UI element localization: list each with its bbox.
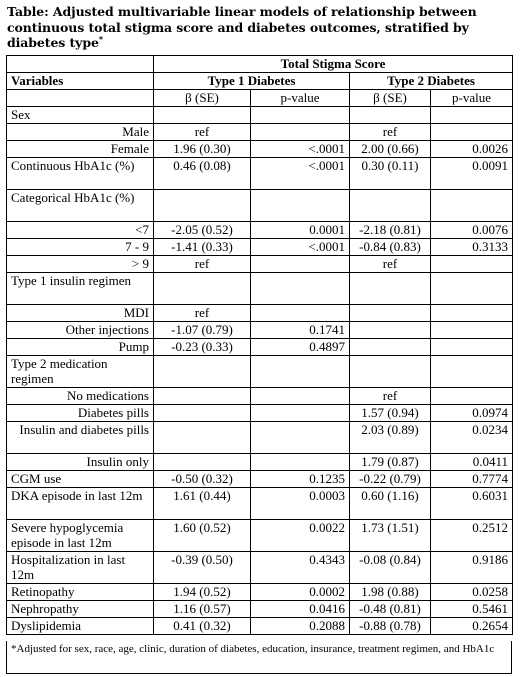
cell-t2-beta xyxy=(350,322,431,339)
row-label: > 9 xyxy=(7,256,154,273)
cell-t1-beta: 0.41 (0.32) xyxy=(154,618,251,635)
cell-t1-beta xyxy=(154,190,251,222)
cell-t2-beta xyxy=(350,190,431,222)
table-row xyxy=(7,158,513,190)
cell-t1-p: 0.0022 xyxy=(251,520,350,552)
table-row xyxy=(7,141,513,158)
results-table xyxy=(6,55,513,635)
cell-t1-beta xyxy=(154,454,251,471)
row-label: Categorical HbA1c (%) xyxy=(7,190,154,222)
cell-t2-p: 0.7774 xyxy=(431,471,513,488)
cell-t1-p: 0.2088 xyxy=(251,618,350,635)
cell-t2-p xyxy=(431,256,513,273)
cell-t2-beta: 2.00 (0.66) xyxy=(350,141,431,158)
cell-t2-beta: -0.88 (0.78) xyxy=(350,618,431,635)
cell-t1-beta: ref xyxy=(154,256,251,273)
cell-t2-beta: ref xyxy=(350,256,431,273)
cell-t2-p: 0.0974 xyxy=(431,405,513,422)
row-label: CGM use xyxy=(7,471,154,488)
cell-t1-beta xyxy=(154,388,251,405)
cell-t1-p: 0.4343 xyxy=(251,552,350,584)
cell-t2-beta: 1.98 (0.88) xyxy=(350,584,431,601)
header-blank xyxy=(7,56,154,73)
table-row xyxy=(7,190,513,222)
cell-t1-p xyxy=(251,124,350,141)
row-label: No medications xyxy=(7,388,154,405)
cell-t1-beta: 1.61 (0.44) xyxy=(154,488,251,520)
row-label: Retinopathy xyxy=(7,584,154,601)
cell-t1-beta: -2.05 (0.52) xyxy=(154,222,251,239)
header-row-total xyxy=(7,56,513,73)
table-row xyxy=(7,488,513,520)
cell-t2-p: 0.3133 xyxy=(431,239,513,256)
cell-t1-beta xyxy=(154,107,251,124)
table-row xyxy=(7,405,513,422)
cell-t2-beta: -0.22 (0.79) xyxy=(350,471,431,488)
table-row xyxy=(7,273,513,305)
cell-t2-beta: 0.30 (0.11) xyxy=(350,158,431,190)
table-row xyxy=(7,239,513,256)
row-label: Male xyxy=(7,124,154,141)
cell-t1-p: 0.0002 xyxy=(251,584,350,601)
table-footnote: *Adjusted for sex, race, age, clinic, duration of diabetes, education, insurance, treatment regimen, and HbA1c xyxy=(6,641,512,674)
cell-t1-p xyxy=(251,422,350,454)
table-caption xyxy=(7,4,512,51)
row-label: <7 xyxy=(7,222,154,239)
table-row xyxy=(7,124,513,141)
cell-t2-p xyxy=(431,107,513,124)
cell-t1-p xyxy=(251,356,350,388)
cell-t1-p xyxy=(251,388,350,405)
cell-t1-p xyxy=(251,454,350,471)
cell-t1-beta: -0.50 (0.32) xyxy=(154,471,251,488)
cell-t2-p xyxy=(431,273,513,305)
header-type2: Type 2 Diabetes xyxy=(350,73,513,90)
table-row xyxy=(7,520,513,552)
table-row xyxy=(7,552,513,584)
caption-text: Table: Adjusted multivariable linear models of relationship between continuous total stigma score and diabetes outcomes, stratified by diabetes type xyxy=(7,4,477,50)
row-label: Severe hypoglycemia episode in last 12m xyxy=(7,520,154,552)
caption-marker: * xyxy=(98,33,103,44)
cell-t2-beta: -2.18 (0.81) xyxy=(350,222,431,239)
table-row xyxy=(7,618,513,635)
cell-t1-beta: 1.96 (0.30) xyxy=(154,141,251,158)
cell-t2-beta: 1.73 (1.51) xyxy=(350,520,431,552)
cell-t2-beta: ref xyxy=(350,388,431,405)
row-label: Nephropathy xyxy=(7,601,154,618)
row-label: Diabetes pills xyxy=(7,405,154,422)
cell-t1-beta: 1.94 (0.52) xyxy=(154,584,251,601)
header-total-stigma: Total Stigma Score xyxy=(154,56,513,73)
cell-t1-p: 0.1741 xyxy=(251,322,350,339)
cell-t1-p xyxy=(251,256,350,273)
table-row xyxy=(7,322,513,339)
cell-t2-p xyxy=(431,356,513,388)
cell-t2-beta: 1.57 (0.94) xyxy=(350,405,431,422)
header-t1-beta: β (SE) xyxy=(154,90,251,107)
row-label: Type 2 medication regimen xyxy=(7,356,154,388)
cell-t1-p xyxy=(251,405,350,422)
header-variables: Variables xyxy=(7,73,154,90)
cell-t1-beta: ref xyxy=(154,124,251,141)
table-row xyxy=(7,107,513,124)
table-row xyxy=(7,256,513,273)
cell-t1-beta xyxy=(154,356,251,388)
cell-t2-beta xyxy=(350,305,431,322)
cell-t2-p: 0.0091 xyxy=(431,158,513,190)
cell-t2-p xyxy=(431,322,513,339)
header-row-stats xyxy=(7,90,513,107)
table-row xyxy=(7,584,513,601)
table-row xyxy=(7,422,513,454)
cell-t2-p: 0.0411 xyxy=(431,454,513,471)
row-label: Insulin only xyxy=(7,454,154,471)
row-label: Continuous HbA1c (%) xyxy=(7,158,154,190)
cell-t2-beta xyxy=(350,273,431,305)
row-label: Other injections xyxy=(7,322,154,339)
cell-t2-beta: -0.48 (0.81) xyxy=(350,601,431,618)
cell-t2-beta xyxy=(350,107,431,124)
cell-t2-p: 0.0234 xyxy=(431,422,513,454)
cell-t1-p: 0.4897 xyxy=(251,339,350,356)
table-row xyxy=(7,471,513,488)
cell-t2-p: 0.0026 xyxy=(431,141,513,158)
cell-t2-beta: 1.79 (0.87) xyxy=(350,454,431,471)
header-row-groups xyxy=(7,73,513,90)
cell-t1-p: <.0001 xyxy=(251,158,350,190)
cell-t1-beta: 1.16 (0.57) xyxy=(154,601,251,618)
header-blank-2 xyxy=(7,90,154,107)
table-row xyxy=(7,305,513,322)
cell-t2-beta: ref xyxy=(350,124,431,141)
cell-t1-beta: ref xyxy=(154,305,251,322)
header-type1: Type 1 Diabetes xyxy=(154,73,350,90)
cell-t1-p: 0.0001 xyxy=(251,222,350,239)
table-row xyxy=(7,356,513,388)
cell-t1-p xyxy=(251,107,350,124)
row-label: Female xyxy=(7,141,154,158)
cell-t2-p: 0.0076 xyxy=(431,222,513,239)
table-row xyxy=(7,222,513,239)
header-t2-p: p-value xyxy=(431,90,513,107)
cell-t1-beta: -0.23 (0.33) xyxy=(154,339,251,356)
cell-t1-p: <.0001 xyxy=(251,239,350,256)
cell-t2-p xyxy=(431,339,513,356)
row-label: DKA episode in last 12m xyxy=(7,488,154,520)
cell-t1-p xyxy=(251,273,350,305)
cell-t2-p: 0.9186 xyxy=(431,552,513,584)
row-label: MDI xyxy=(7,305,154,322)
cell-t1-beta xyxy=(154,273,251,305)
row-label: Insulin and diabetes pills xyxy=(7,422,154,454)
header-t2-beta: β (SE) xyxy=(350,90,431,107)
header-t1-p: p-value xyxy=(251,90,350,107)
cell-t1-beta: -1.07 (0.79) xyxy=(154,322,251,339)
cell-t2-p: 0.2654 xyxy=(431,618,513,635)
cell-t1-p: 0.1235 xyxy=(251,471,350,488)
cell-t1-beta: 0.46 (0.08) xyxy=(154,158,251,190)
cell-t1-beta: -0.39 (0.50) xyxy=(154,552,251,584)
cell-t2-beta: -0.08 (0.84) xyxy=(350,552,431,584)
cell-t2-beta xyxy=(350,339,431,356)
cell-t2-p: 0.5461 xyxy=(431,601,513,618)
cell-t2-p: 0.6031 xyxy=(431,488,513,520)
cell-t2-p xyxy=(431,305,513,322)
cell-t1-p: <.0001 xyxy=(251,141,350,158)
cell-t1-beta: -1.41 (0.33) xyxy=(154,239,251,256)
cell-t2-p xyxy=(431,190,513,222)
cell-t2-p xyxy=(431,124,513,141)
cell-t1-beta xyxy=(154,422,251,454)
cell-t1-p: 0.0003 xyxy=(251,488,350,520)
cell-t2-beta xyxy=(350,356,431,388)
cell-t2-beta: 2.03 (0.89) xyxy=(350,422,431,454)
cell-t2-beta: -0.84 (0.83) xyxy=(350,239,431,256)
table-row xyxy=(7,601,513,618)
row-label: Type 1 insulin regimen xyxy=(7,273,154,305)
cell-t1-beta xyxy=(154,405,251,422)
row-label: Dyslipidemia xyxy=(7,618,154,635)
table-row xyxy=(7,388,513,405)
cell-t1-beta: 1.60 (0.52) xyxy=(154,520,251,552)
cell-t1-p xyxy=(251,305,350,322)
row-label: Sex xyxy=(7,107,154,124)
cell-t2-beta: 0.60 (1.16) xyxy=(350,488,431,520)
cell-t1-p: 0.0416 xyxy=(251,601,350,618)
cell-t2-p: 0.0258 xyxy=(431,584,513,601)
cell-t2-p xyxy=(431,388,513,405)
row-label: Hospitalization in last 12m xyxy=(7,552,154,584)
cell-t2-p: 0.2512 xyxy=(431,520,513,552)
row-label: 7 - 9 xyxy=(7,239,154,256)
cell-t1-p xyxy=(251,190,350,222)
row-label: Pump xyxy=(7,339,154,356)
table-row xyxy=(7,454,513,471)
table-row xyxy=(7,339,513,356)
